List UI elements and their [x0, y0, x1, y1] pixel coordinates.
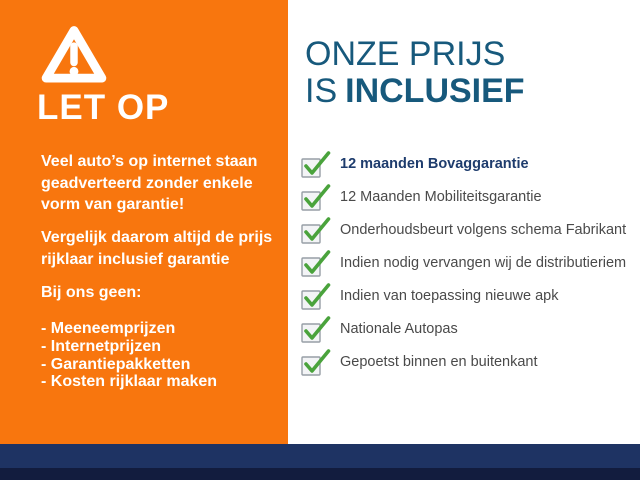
included-checklist — [301, 150, 636, 381]
checked-checkbox-icon — [301, 282, 331, 310]
included-item-label: Gepoetst binnen en buitenkant — [340, 354, 538, 370]
included-item-row — [301, 183, 636, 211]
price-heading-line2 — [305, 73, 525, 110]
checked-checkbox-icon — [301, 315, 331, 343]
price-heading-line2-regular: IS — [305, 71, 338, 110]
warning-triangle-icon — [40, 23, 108, 87]
checked-checkbox-icon — [301, 249, 331, 277]
included-item-label: 12 Maanden Mobiliteitsgarantie — [340, 189, 542, 205]
intro-line: geadverteerd zonder enkele — [41, 174, 253, 192]
price-heading — [305, 36, 525, 109]
price-panel — [288, 0, 640, 444]
excluded-item: - Garantiepakketten — [41, 355, 191, 373]
included-item-row — [301, 348, 636, 376]
included-item-row — [301, 249, 636, 277]
advice-line: Vergelijk daarom altijd de prijs — [41, 229, 273, 246]
price-heading-line1: ONZE PRIJS — [305, 35, 506, 73]
warning-panel — [0, 0, 288, 444]
included-item-label: 12 maanden Bovaggarantie — [340, 156, 529, 172]
included-item-label: Indien van toepassing nieuwe apk — [340, 288, 559, 304]
intro-paragraph — [41, 151, 281, 216]
intro-line: vorm van garantie! — [41, 196, 185, 213]
checked-checkbox-icon — [301, 216, 331, 244]
included-item-label: Onderhoudsbeurt volgens schema Fabrikant — [340, 222, 627, 238]
included-item-row — [301, 216, 636, 244]
price-heading-line2-bold: INCLUSIEF — [345, 71, 525, 110]
excluded-subheading: Bij ons geen: — [41, 284, 142, 301]
included-item-label: Indien nodig vervangen wij de distributieriem — [340, 255, 627, 271]
checked-checkbox-icon — [301, 183, 331, 211]
excluded-item: - Kosten rijklaar maken — [41, 373, 218, 391]
warning-title: LET OP — [37, 88, 170, 127]
footer-bar-dark — [0, 468, 640, 480]
excluded-item: - Meeneemprijzen — [41, 320, 176, 337]
excluded-list — [41, 320, 281, 391]
checked-checkbox-icon — [301, 150, 331, 178]
footer-bar — [0, 444, 640, 468]
included-item-row — [301, 150, 636, 178]
intro-line: Veel auto’s op internet staan — [41, 153, 258, 170]
excluded-item: - Internetprijzen — [41, 337, 162, 355]
checked-checkbox-icon — [301, 348, 331, 376]
advice-line: rijklaar inclusief garantie — [41, 250, 230, 268]
included-item-label: Nationale Autopas — [340, 321, 458, 337]
advice-paragraph — [41, 227, 281, 270]
included-item-row — [301, 315, 636, 343]
included-item-row — [301, 282, 636, 310]
